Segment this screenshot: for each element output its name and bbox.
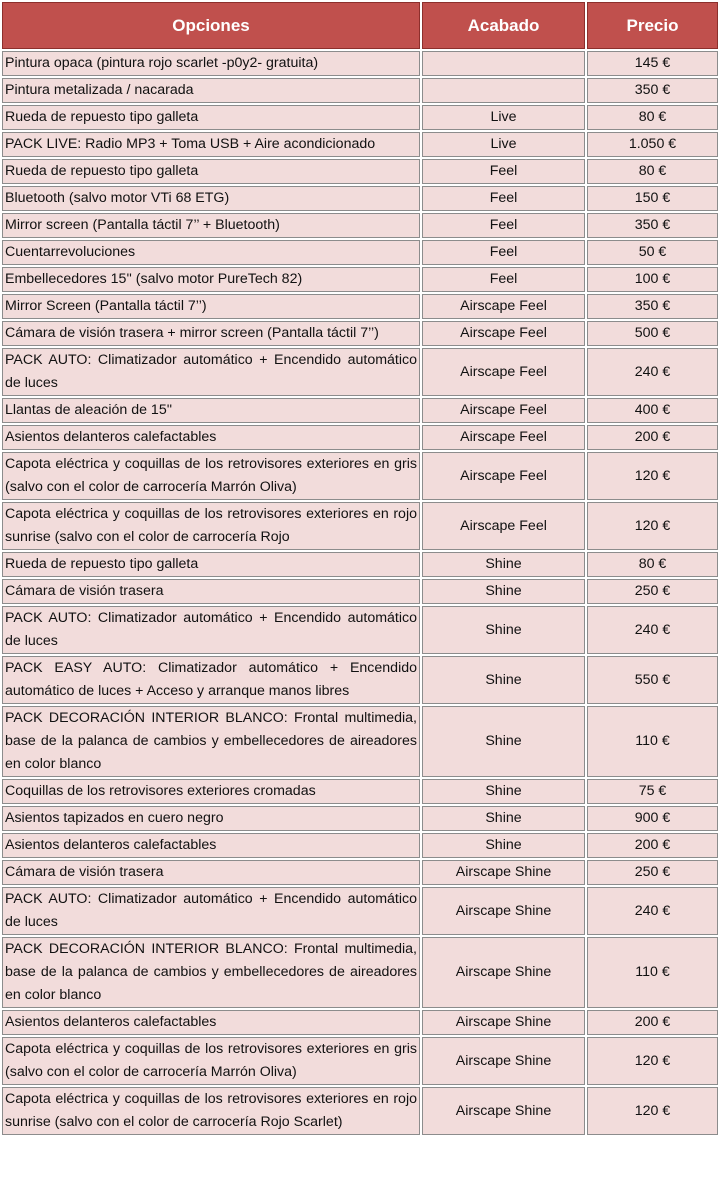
option-cell: Embellecedores 15'' (salvo motor PureTech 82) [2,267,420,292]
option-cell: Mirror Screen (Pantalla táctil 7’’) [2,294,420,319]
finish-cell: Airscape Feel [422,294,585,319]
option-cell: Bluetooth (salvo motor VTi 68 ETG) [2,186,420,211]
finish-cell: Feel [422,186,585,211]
price-cell: 150 € [587,186,718,211]
option-cell: Capota eléctrica y coquillas de los retrovisores exteriores en rojo sunrise (salvo con el color de carrocería Rojo Scarlet) [2,1087,420,1135]
finish-cell: Live [422,105,585,130]
table-row [2,552,718,577]
table-row [2,425,718,450]
finish-cell: Shine [422,833,585,858]
price-cell: 240 € [587,348,718,396]
price-cell: 200 € [587,833,718,858]
price-cell: 550 € [587,656,718,704]
finish-cell: Feel [422,240,585,265]
table-header [2,2,718,49]
option-cell: Capota eléctrica y coquillas de los retrovisores exteriores en rojo sunrise (salvo con el color de carrocería Rojo [2,502,420,550]
finish-cell: Airscape Shine [422,937,585,1008]
price-cell: 240 € [587,887,718,935]
finish-cell: Airscape Shine [422,1087,585,1135]
finish-cell: Shine [422,656,585,704]
finish-cell: Airscape Feel [422,452,585,500]
option-cell: PACK EASY AUTO: Climatizador automático + Encendido automático de luces + Acceso y arranque manos libres [2,656,420,704]
table-row [2,606,718,654]
option-cell: Pintura opaca (pintura rojo scarlet -p0y2- gratuita) [2,51,420,76]
finish-cell: Airscape Feel [422,348,585,396]
table-row [2,502,718,550]
table-row [2,887,718,935]
finish-cell: Airscape Feel [422,425,585,450]
table-row [2,398,718,423]
option-cell: PACK AUTO: Climatizador automático + Encendido automático de luces [2,887,420,935]
price-cell: 110 € [587,706,718,777]
option-cell: Asientos tapizados en cuero negro [2,806,420,831]
finish-cell: Airscape Shine [422,887,585,935]
table-row [2,51,718,76]
table-row [2,294,718,319]
finish-cell: Shine [422,552,585,577]
header-options: Opciones [2,2,420,49]
table-row [2,579,718,604]
header-price: Precio [587,2,718,49]
price-cell: 75 € [587,779,718,804]
finish-cell: Airscape Shine [422,1010,585,1035]
table-row [2,833,718,858]
price-cell: 110 € [587,937,718,1008]
price-cell: 120 € [587,1037,718,1085]
price-cell: 120 € [587,1087,718,1135]
finish-cell: Shine [422,806,585,831]
price-cell: 100 € [587,267,718,292]
table-row [2,860,718,885]
table-row [2,267,718,292]
price-cell: 200 € [587,425,718,450]
table-row [2,937,718,1008]
option-cell: Rueda de repuesto tipo galleta [2,552,420,577]
price-cell: 50 € [587,240,718,265]
finish-cell: Shine [422,706,585,777]
price-cell: 350 € [587,294,718,319]
finish-cell: Feel [422,267,585,292]
price-cell: 120 € [587,502,718,550]
price-cell: 250 € [587,860,718,885]
option-cell: Capota eléctrica y coquillas de los retrovisores exteriores en gris (salvo con el color de carrocería Marrón Oliva) [2,452,420,500]
header-row [2,2,718,49]
finish-cell [422,78,585,103]
header-finish: Acabado [422,2,585,49]
finish-cell: Airscape Feel [422,502,585,550]
table-row [2,213,718,238]
table-row [2,348,718,396]
table-row [2,240,718,265]
price-cell: 1.050 € [587,132,718,157]
option-cell: Mirror screen (Pantalla táctil 7’’ + Bluetooth) [2,213,420,238]
option-cell: Cámara de visión trasera [2,579,420,604]
table-row [2,706,718,777]
option-cell: Llantas de aleación de 15'' [2,398,420,423]
finish-cell: Shine [422,579,585,604]
table-row [2,159,718,184]
price-cell: 120 € [587,452,718,500]
option-cell: Pintura metalizada / nacarada [2,78,420,103]
finish-cell: Shine [422,779,585,804]
option-cell: PACK DECORACIÓN INTERIOR BLANCO: Frontal multimedia, base de la palanca de cambios y embellecedores de aireadores en color blanco [2,706,420,777]
table-row [2,806,718,831]
option-cell: Cuentarrevoluciones [2,240,420,265]
price-cell: 400 € [587,398,718,423]
price-cell: 350 € [587,213,718,238]
price-cell: 80 € [587,159,718,184]
price-cell: 350 € [587,78,718,103]
option-cell: Capota eléctrica y coquillas de los retrovisores exteriores en gris (salvo con el color de carrocería Marrón Oliva) [2,1037,420,1085]
table-row [2,779,718,804]
price-cell: 900 € [587,806,718,831]
price-cell: 250 € [587,579,718,604]
table-body [2,51,718,1135]
price-cell: 80 € [587,105,718,130]
option-cell: Cámara de visión trasera + mirror screen (Pantalla táctil 7’’) [2,321,420,346]
finish-cell: Airscape Feel [422,398,585,423]
table-row [2,452,718,500]
table-row [2,186,718,211]
table-row [2,321,718,346]
option-cell: Cámara de visión trasera [2,860,420,885]
option-cell: Rueda de repuesto tipo galleta [2,105,420,130]
table-row [2,105,718,130]
option-cell: Asientos delanteros calefactables [2,833,420,858]
option-cell: PACK AUTO: Climatizador automático + Encendido automático de luces [2,348,420,396]
option-cell: PACK DECORACIÓN INTERIOR BLANCO: Frontal multimedia, base de la palanca de cambios y embellecedores de aireadores en color blanco [2,937,420,1008]
table-row [2,1087,718,1135]
table-row [2,1037,718,1085]
price-cell: 145 € [587,51,718,76]
option-cell: Coquillas de los retrovisores exteriores cromadas [2,779,420,804]
price-cell: 500 € [587,321,718,346]
finish-cell: Feel [422,213,585,238]
finish-cell [422,51,585,76]
table-row [2,78,718,103]
finish-cell: Feel [422,159,585,184]
option-cell: Rueda de repuesto tipo galleta [2,159,420,184]
table-row [2,656,718,704]
finish-cell: Airscape Shine [422,860,585,885]
finish-cell: Shine [422,606,585,654]
finish-cell: Live [422,132,585,157]
price-cell: 200 € [587,1010,718,1035]
price-cell: 80 € [587,552,718,577]
finish-cell: Airscape Feel [422,321,585,346]
table-row [2,1010,718,1035]
option-cell: Asientos delanteros calefactables [2,1010,420,1035]
finish-cell: Airscape Shine [422,1037,585,1085]
option-cell: Asientos delanteros calefactables [2,425,420,450]
table-row [2,132,718,157]
price-cell: 240 € [587,606,718,654]
option-cell: PACK AUTO: Climatizador automático + Encendido automático de luces [2,606,420,654]
option-cell: PACK LIVE: Radio MP3 + Toma USB + Aire acondicionado [2,132,420,157]
